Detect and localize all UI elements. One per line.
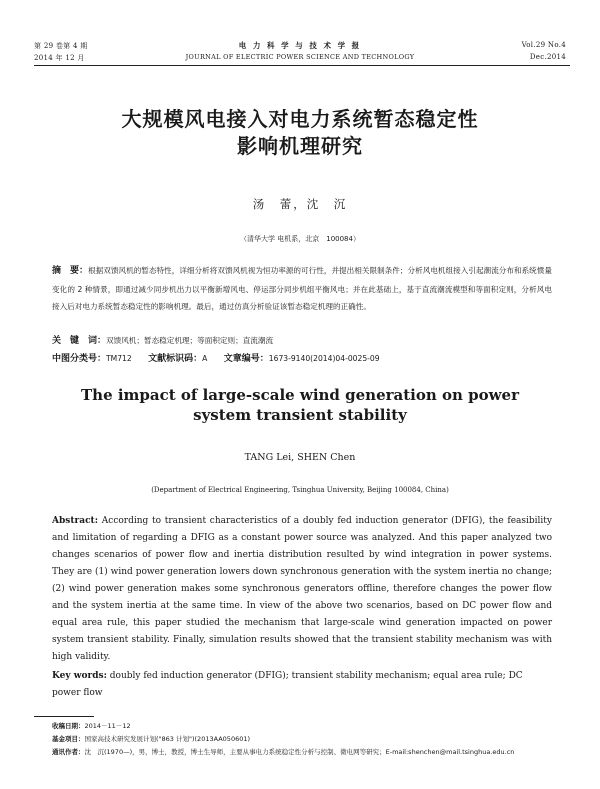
header-rule: [34, 65, 570, 66]
cn-abstract-label: 摘 要：: [52, 266, 89, 276]
article-label: 文章编号：: [223, 354, 269, 364]
cn-title-line1: 大规模风电接入对电力系统暂态稳定性: [121, 107, 479, 131]
footnote: [52, 720, 572, 759]
header-date-cn: 2014 年 12 月: [34, 54, 85, 62]
cn-keywords: [52, 333, 552, 346]
cn-classification: [52, 351, 572, 364]
en-affiliation: (Department of Electrical Engineering, Tsinghua University, Beijing 100084, China): [151, 486, 449, 494]
cn-abstract: [52, 262, 552, 316]
footnote-received: 收稿日期：2014－11－12: [52, 722, 131, 730]
cn-affiliation: （清华大学 电机系，北京 100084）: [240, 235, 360, 243]
en-abstract: [52, 513, 552, 666]
header-date-en: Dec.2014: [529, 53, 566, 61]
cn-title-line2: 影响机理研究: [237, 134, 363, 158]
doc-label: 文献标识码：: [148, 354, 203, 364]
header-issue-en: Vol.29 No.4: [521, 41, 566, 49]
class-value: TM712: [106, 354, 132, 363]
header-journal-en: JOURNAL OF ELECTRIC POWER SCIENCE AND TECHNOLOGY: [185, 53, 415, 61]
en-keywords-text: doubly fed induction generator (DFIG); transient stability mechanism; equal area rule; DC power flow: [52, 671, 523, 698]
en-title-line1: The impact of large-scale wind generation on power: [81, 386, 519, 404]
cn-abstract-text: 根据双馈风机的暂态特性，详细分析将双馈风机视为恒功率源的可行性，并提出相关限制条件；分析风电机组接入引起潮流分布和系统惯量变化的 2 种情景，即通过减少同步机出力以平衡新增风电、停运部分同步机组平衡风电；并在此基础上，基于直流潮流模型和等面积定则，分析风电接入后对电力系统暂态稳定性的影响机理。最后，通过仿真分析验证该暂态稳定机理的正确性。: [52, 266, 552, 311]
cn-authors: 汤 蕾，沈 沉: [252, 197, 348, 211]
en-authors: TANG Lei, SHEN Chen: [244, 452, 356, 463]
article-value: 1673-9140(2014)04-0025-09: [268, 354, 380, 363]
cn-keywords-label: 关 键 词：: [52, 336, 107, 346]
header-issue-cn: 第 29 卷第 4 期: [34, 42, 88, 50]
cn-keywords-text: 双馈风机；暂态稳定机理；等面积定则；直流潮流: [106, 336, 274, 345]
footnote-fund: 基金项目：国家高技术研究发展计划("863 计划")(2013AA050601): [52, 735, 251, 743]
en-abstract-label: Abstract:: [52, 516, 99, 526]
doc-value: A: [202, 354, 208, 363]
en-abstract-text: According to transient characteristics of a doubly fed induction generator (DFIG), the feasibility and limitation of regarding a DFIG as a constant power source was analyzed. And this paper analyzed two changes scenarios of power flow and inertia distribution resulted by wind integration in power systems. They are (1) wind power generation lowers down synchronous generation with the system inertia no change; (2) wind power generation makes some synchronous generators offline, therefore changes the power flow and the system inertia at the same time. In view of the above two scenarios, based on DC power flow and equal area rule, this paper studied the mechanism that large-scale wind generation impacted on power system transient stability. Finally, simulation results showed that the transient stability mechanism was with high validity.: [52, 516, 552, 662]
en-title-line2: system transient stability: [193, 406, 407, 424]
footnote-author: 通讯作者：沈 沉(1970—)，男，博士，教授，博士生导师，主要从事电力系统稳定性分析与控制、微电网等研究；E-mail:shenchen@mail.tsinghua.edu.cn: [52, 748, 515, 756]
en-keywords-label: Key words:: [52, 671, 107, 681]
header-journal-cn: 电 力 科 学 与 技 术 学 报: [238, 41, 362, 50]
footnote-rule: [34, 716, 94, 717]
class-label: 中图分类号：: [52, 354, 107, 364]
en-keywords: [52, 668, 552, 702]
